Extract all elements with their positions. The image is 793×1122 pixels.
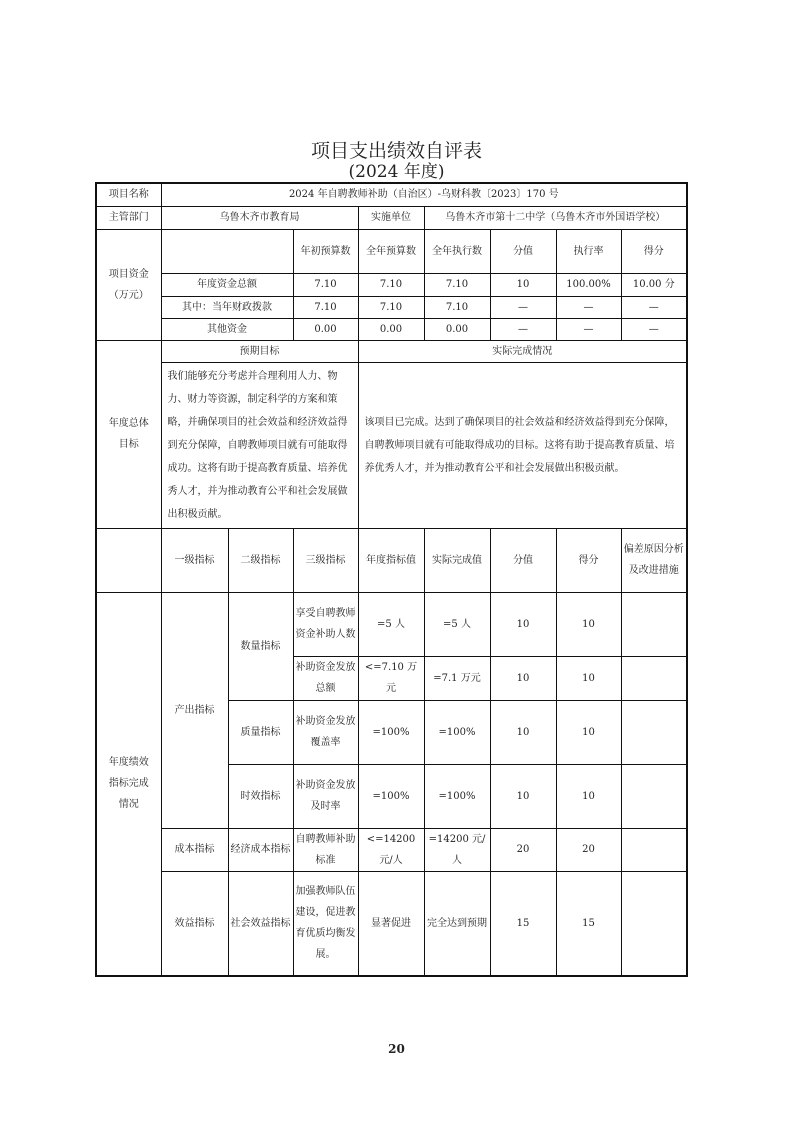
indicator-blank-header (96, 528, 161, 592)
level2-economic-cost: 经济成本指标 (228, 828, 293, 871)
funds-cell: 7.10 (293, 273, 358, 296)
actual-value: =7.1 万元 (424, 656, 490, 700)
level2-timeliness: 时效指标 (228, 764, 293, 828)
funds-cell: — (556, 296, 621, 318)
actual-value: 完全达到预期 (424, 871, 490, 976)
department-row (96, 206, 687, 229)
funds-cell: 7.10 (424, 296, 490, 318)
impl-label: 实施单位 (358, 206, 424, 229)
impl-value: 乌鲁木齐市第十二中学（乌鲁木齐市外国语学校） (424, 206, 687, 229)
funds-row-name: 其中：当年财政拨款 (161, 296, 293, 318)
target-value: <=7.10 万元 (358, 656, 424, 700)
funds-cell: — (490, 296, 556, 318)
score: 10 (556, 592, 621, 656)
actual-completion-header: 实际完成情况 (358, 340, 687, 362)
indicator-row (96, 592, 687, 656)
expected-goal-text: 我们能够充分考虑并合理利用人力、物力、财力等资源，制定科学的方案和策略，并确保项目的社会效益和经济效益得到充分保障，自聘教师项目就有可能取得成功。这将有助于提高教育质量、培养优秀人才，并为推动教育公平和社会发展做出积极贡献。 (161, 362, 358, 528)
actual-completion-text: 该项目已完成。达到了确保项目的社会效益和经济效益得到充分保障，自聘教师项目就有可能取得成功的目标。这将有助于提高教育质量、培养优秀人才，并为推动教育公平和社会发展做出积极贡献。 (358, 362, 687, 528)
goals-label: 年度总体目标 (96, 340, 161, 528)
level3: 补助资金发放总额 (293, 656, 358, 700)
level1-output: 产出指标 (161, 592, 228, 828)
level2-quality: 质量指标 (228, 700, 293, 764)
level2-social-benefit: 社会效益指标 (228, 871, 293, 976)
level1-cost: 成本指标 (161, 828, 228, 871)
funds-header-row (96, 229, 687, 273)
indicator-header: 年度指标值 (358, 528, 424, 592)
deviation-note (621, 656, 687, 700)
funds-row (96, 318, 687, 340)
expected-goal-header: 预期目标 (161, 340, 358, 362)
target-value: =5 人 (358, 592, 424, 656)
page-title: 项目支出绩效自评表 (310, 140, 482, 162)
funds-cell: — (490, 318, 556, 340)
funds-cell: 0.00 (424, 318, 490, 340)
goals-row (96, 362, 687, 528)
funds-row (96, 296, 687, 318)
deviation-note (621, 828, 687, 871)
funds-cell: 7.10 (358, 273, 424, 296)
funds-header: 执行率 (556, 229, 621, 273)
indicator-row (96, 871, 687, 976)
funds-cell: 7.10 (293, 296, 358, 318)
score: 10 (556, 764, 621, 828)
indicator-header: 一级指标 (161, 528, 228, 592)
target-value: <=14200 元/人 (358, 828, 424, 871)
target-value: =100% (358, 764, 424, 828)
funds-row-name: 年度资金总额 (161, 273, 293, 296)
score: 15 (556, 871, 621, 976)
dept-value: 乌鲁木齐市教育局 (161, 206, 358, 229)
funds-header: 全年执行数 (424, 229, 490, 273)
funds-cell: 10 (490, 273, 556, 296)
performance-table (95, 182, 688, 977)
funds-cell: 7.10 (424, 273, 490, 296)
funds-header: 分值 (490, 229, 556, 273)
score: 10 (556, 700, 621, 764)
funds-header: 全年预算数 (358, 229, 424, 273)
score-value: 10 (490, 700, 556, 764)
funds-cell: 10.00 分 (621, 273, 687, 296)
level1-benefit: 效益指标 (161, 871, 228, 976)
funds-cell: — (556, 318, 621, 340)
score-value: 10 (490, 764, 556, 828)
indicators-label: 年度绩效指标完成情况 (96, 592, 161, 976)
actual-value: =100% (424, 764, 490, 828)
score-value: 10 (490, 592, 556, 656)
actual-value: =5 人 (424, 592, 490, 656)
indicator-header: 得分 (556, 528, 621, 592)
score: 20 (556, 828, 621, 871)
indicator-header: 偏差原因分析及改进措施 (621, 528, 687, 592)
page-subtitle: (2024 年度) (348, 162, 445, 182)
indicator-header: 三级指标 (293, 528, 358, 592)
indicator-row (96, 828, 687, 871)
score-value: 15 (490, 871, 556, 976)
page-number: 20 (388, 1042, 405, 1056)
dept-label: 主管部门 (96, 206, 161, 229)
funds-header: 得分 (621, 229, 687, 273)
funds-blank-header (161, 229, 293, 273)
deviation-note (621, 764, 687, 828)
level2-quantity: 数量指标 (228, 592, 293, 700)
deviation-note (621, 592, 687, 656)
funds-cell: 7.10 (358, 296, 424, 318)
goals-header-row (96, 340, 687, 362)
funds-cell: 100.00% (556, 273, 621, 296)
level3: 补助资金发放及时率 (293, 764, 358, 828)
project-name-row (96, 183, 687, 206)
level3: 补助资金发放覆盖率 (293, 700, 358, 764)
funds-cell: — (621, 296, 687, 318)
funds-label: 项目资金（万元） (96, 229, 161, 340)
target-value: 显著促进 (358, 871, 424, 976)
target-value: =100% (358, 700, 424, 764)
funds-cell: 0.00 (293, 318, 358, 340)
score-value: 10 (490, 656, 556, 700)
funds-cell: — (621, 318, 687, 340)
funds-header: 年初预算数 (293, 229, 358, 273)
indicator-header: 二级指标 (228, 528, 293, 592)
project-name-label: 项目名称 (96, 183, 161, 206)
actual-value: =14200 元/人 (424, 828, 490, 871)
indicator-header: 实际完成值 (424, 528, 490, 592)
funds-row (96, 273, 687, 296)
level3: 加强教师队伍建设，促进教育优质均衡发展。 (293, 871, 358, 976)
actual-value: =100% (424, 700, 490, 764)
indicator-header: 分值 (490, 528, 556, 592)
score: 10 (556, 656, 621, 700)
project-name-value: 2024 年自聘教师补助（自治区）-乌财科教〔2023〕170 号 (161, 183, 687, 206)
funds-cell: 0.00 (358, 318, 424, 340)
deviation-note (621, 700, 687, 764)
indicator-header-row (96, 528, 687, 592)
score-value: 20 (490, 828, 556, 871)
deviation-note (621, 871, 687, 976)
level3: 享受自聘教师资金补助人数 (293, 592, 358, 656)
level3: 自聘教师补助标准 (293, 828, 358, 871)
funds-row-name: 其他资金 (161, 318, 293, 340)
